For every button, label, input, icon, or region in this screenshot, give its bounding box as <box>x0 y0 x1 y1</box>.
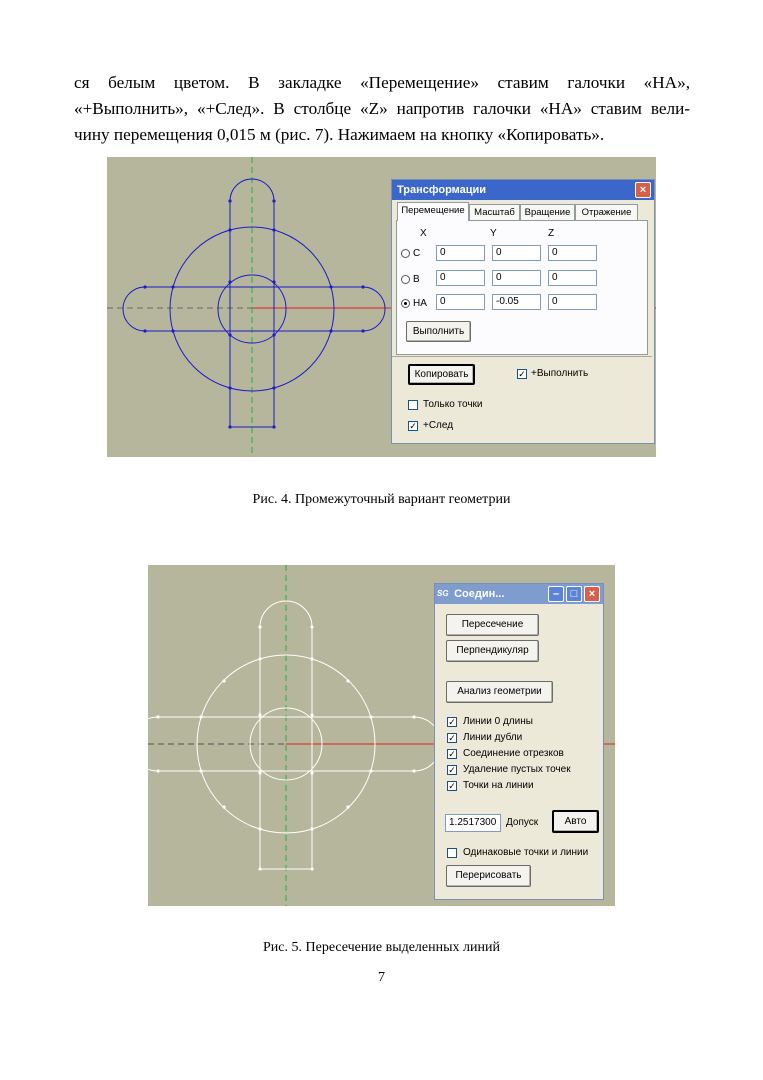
duplicate-lines-label: Линии дубли <box>463 732 523 743</box>
tab-scale[interactable]: Масштаб <box>469 204 520 220</box>
points-on-line-checkbox[interactable]: ✓ <box>448 781 456 791</box>
row-label-to: В <box>413 274 420 285</box>
by-x-field[interactable]: 0 <box>436 294 485 310</box>
to-y-field[interactable]: 0 <box>492 270 541 286</box>
zero-length-lines-label: Линии 0 длины <box>463 716 533 727</box>
points-on-line-label: Точки на линии <box>463 780 534 791</box>
divider <box>392 356 652 357</box>
tolerance-input[interactable]: 1.2517300 <box>445 814 501 832</box>
join-segments-checkbox[interactable]: ✓ <box>448 749 456 759</box>
plus-trace-checkbox[interactable]: ✓ <box>409 421 417 431</box>
app-icon: SG <box>437 589 449 598</box>
by-y-field[interactable]: -0.05 <box>492 294 541 310</box>
figure-4-canvas[interactable] <box>107 157 656 457</box>
redraw-button[interactable]: Перерисовать <box>446 865 531 887</box>
body-paragraph <box>74 70 690 148</box>
tab-rotate[interactable]: Вращение <box>520 204 575 220</box>
analyze-geometry-button[interactable]: Анализ геометрии <box>446 681 553 703</box>
figure-5-canvas[interactable] <box>148 565 615 906</box>
only-points-checkbox[interactable] <box>408 400 418 410</box>
from-x-field[interactable]: 0 <box>436 245 485 261</box>
transform-dialog <box>391 179 655 444</box>
perpendicular-button[interactable]: Перпендикуляр <box>446 640 539 662</box>
from-z-field[interactable]: 0 <box>548 245 597 261</box>
to-z-field[interactable]: 0 <box>548 270 597 286</box>
column-header-y: Y <box>490 228 497 239</box>
column-header-x: X <box>420 228 427 239</box>
execute-button[interactable]: Выполнить <box>406 321 471 342</box>
tolerance-label: Допуск <box>506 817 539 828</box>
page-number: 7 <box>378 970 385 985</box>
radio-to[interactable] <box>401 275 410 284</box>
close-icon[interactable]: × <box>635 182 651 198</box>
row-label-by: НА <box>413 298 427 309</box>
figure-5-caption: Рис. 5. Пересечение выделенных линий <box>263 940 500 955</box>
to-x-field[interactable]: 0 <box>436 270 485 286</box>
same-points-lines-checkbox[interactable] <box>447 848 457 858</box>
remove-empty-points-checkbox[interactable]: ✓ <box>448 765 456 775</box>
dialog-title: Соедин... <box>454 588 505 600</box>
join-segments-label: Соединение отрезков <box>463 748 564 759</box>
only-points-label: Только точки <box>423 399 483 410</box>
plus-trace-label: +След <box>423 420 454 431</box>
remove-empty-points-label: Удаление пустых точек <box>463 764 571 775</box>
dialog-title: Трансформации <box>397 184 487 196</box>
zero-length-lines-checkbox[interactable]: ✓ <box>448 717 456 727</box>
radio-by[interactable] <box>401 299 410 308</box>
auto-button[interactable]: Авто <box>552 810 599 833</box>
plus-execute-label: +Выполнить <box>531 368 589 379</box>
close-icon[interactable]: × <box>584 586 600 602</box>
figure-4-caption: Рис. 4. Промежуточный вариант геометрии <box>252 492 511 507</box>
intersection-button[interactable]: Пересечение <box>446 614 539 636</box>
column-header-z: Z <box>548 228 555 239</box>
tab-reflect[interactable]: Отражение <box>575 204 638 220</box>
plus-execute-checkbox[interactable]: ✓ <box>518 369 526 379</box>
dialog-titlebar[interactable] <box>392 180 654 200</box>
copy-button[interactable]: Копировать <box>408 364 475 385</box>
paragraph-line: «+Выполнить», «+След». В столбце «Z» напротив галочки «НА» ставим вели- <box>74 99 690 118</box>
from-y-field[interactable]: 0 <box>492 245 541 261</box>
row-label-from: С <box>413 248 421 259</box>
by-z-field[interactable]: 0 <box>548 294 597 310</box>
radio-from[interactable] <box>401 249 410 258</box>
same-points-lines-label: Одинаковые точки и линии <box>463 847 589 858</box>
maximize-icon[interactable]: □ <box>566 586 582 602</box>
paragraph-line: ся белым цветом. В закладке «Перемещение» ставим галочки «НА», <box>74 73 690 92</box>
paragraph-line: чину перемещения 0,015 м (рис. 7). Нажимаем на кнопку «Копировать». <box>74 125 605 144</box>
tab-move[interactable]: Перемещение <box>397 202 469 221</box>
duplicate-lines-checkbox[interactable]: ✓ <box>448 733 456 743</box>
connect-dialog <box>434 583 604 900</box>
minimize-icon[interactable]: – <box>548 586 564 602</box>
dialog-titlebar[interactable] <box>435 584 603 604</box>
